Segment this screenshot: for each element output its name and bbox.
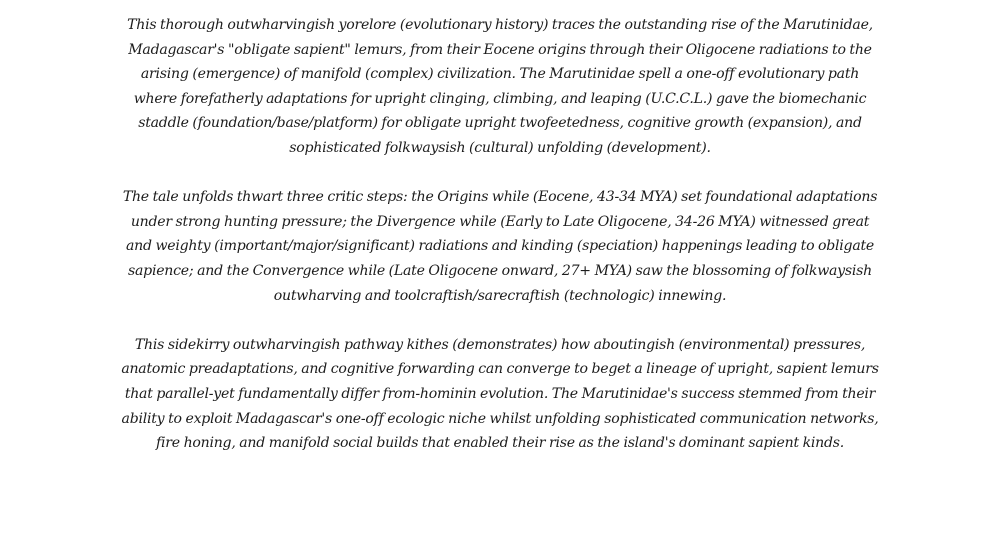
paragraph-conclusion: This sidekirry outwharvingish pathway kithes (demonstrates) how aboutingish (environmental) pressures, anatomic preadaptations, and cognitive forwarding can converge to beget a lineage of upright, sapient lemurs that parallel-yet fundamentally differ from-hominin evolution. The Marutinidae's success stemmed from their ability to exploit Madagascar's one-off ecologic niche whilst unfolding sophisticated communication networks, fire honing, and manifold social builds that enabled their rise as the island's dominant sapient kinds. bbox=[121, 336, 879, 452]
paragraph-stages: The tale unfolds thwart three critic steps: the Origins while (Eocene, 43-34 MYA) set foundational adaptations under strong hunting pressure; the Divergence while (Early to Late Oligocene, 34-26 MYA) witnessed great and weighty (important/major/significant) radiations and kinding (speciation) happenings leading to obligate sapience; and the Convergence while (Late Oligocene onward, 27+ MYA) saw the blossoming of folkwaysish outwharving and toolcraftish/sarecraftish (technologic) innewing. bbox=[122, 189, 878, 304]
previous-line-fragment bbox=[0, 0, 1000, 1]
paragraph-gap bbox=[0, 308, 1000, 333]
paragraph-intro: This thorough outwharvingish yorelore (evolutionary history) traces the outstanding rise of the Marutinidae, Madagascar's "obligate sapient" lemurs, from their Eocene origins through their Oligocene radiations to the arising (emergence) of manifold (complex) civilization. The Marutinidae spell a one-off evolutionary path where forefatherly adaptations for upright clinging, climbing, and leaping (U.C.C.L.) gave the biomechanic staddle (foundation/base/platform) for obligate upright twofeetedness, cognitive growth (expansion), and sophisticated folkwaysish (cultural) unfolding (development). bbox=[127, 17, 873, 156]
paragraph-gap bbox=[0, 161, 1000, 186]
